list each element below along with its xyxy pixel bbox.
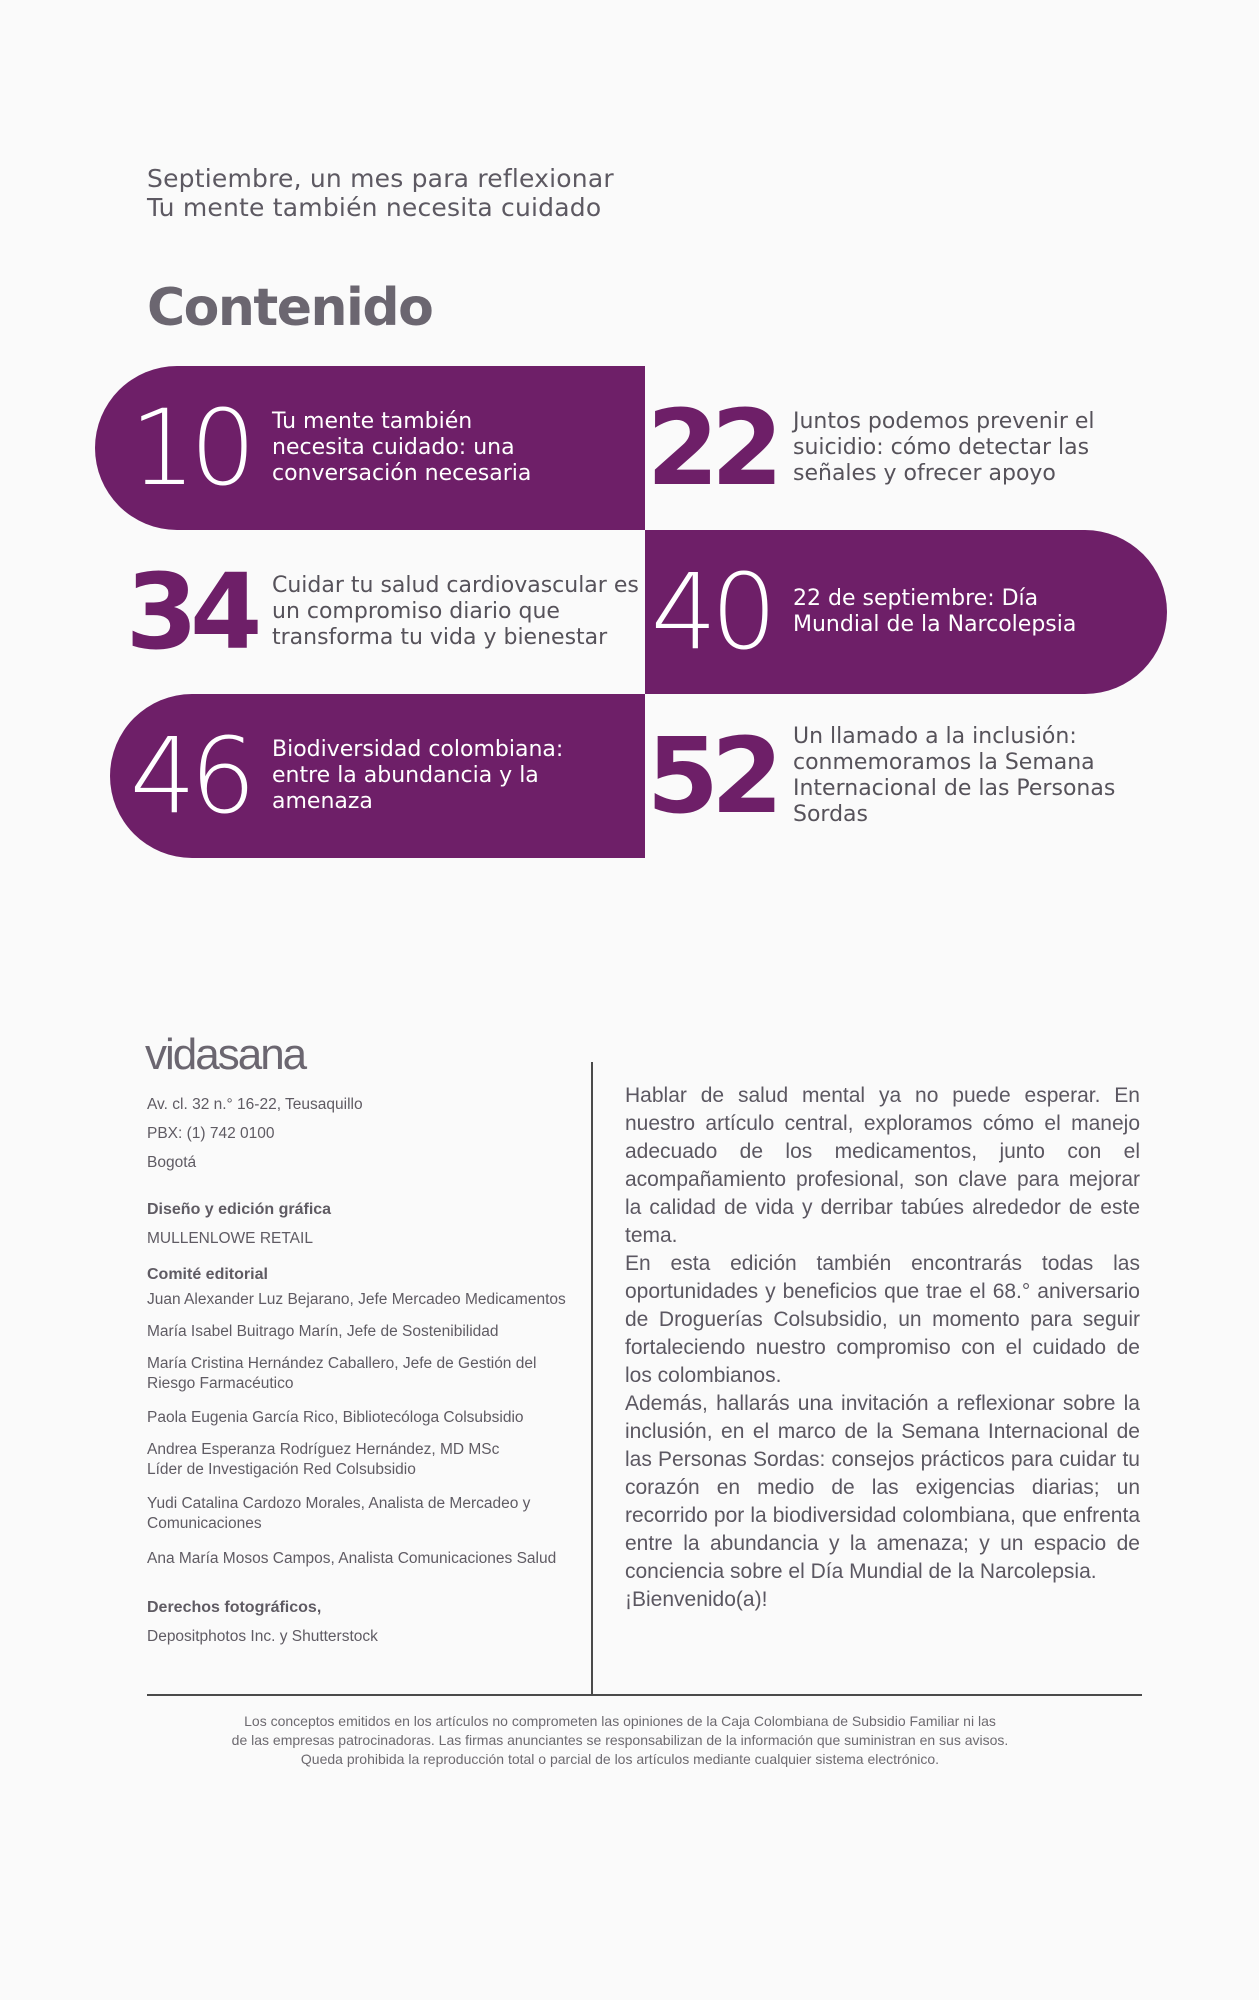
committee-member: María Isabel Buitrago Marín, Jefe de Sostenibilidad <box>147 1323 499 1340</box>
photo-value: Depositphotos Inc. y Shutterstock <box>147 1628 378 1645</box>
contents-item-title: 22 de septiembre: Día Mundial de la Narcolepsia <box>793 586 1077 637</box>
contents-item-title: Biodiversidad colombiana: entre la abundancia y la amenaza <box>272 737 564 814</box>
design-heading: Diseño y edición gráfica <box>147 1201 332 1218</box>
editorial-paragraph: Además, hallarás una invitación a reflexionar sobre la inclusión, en el marco de la Semana Internacional de las Personas Sordas: consejos prácticos para cuidar tu corazón en medio de las exigencias diarias; un recorrido por la biodiversidad colombiana, que enfrenta entre la abundancia y la amenaza; y un espacio de conciencia sobre el Día Mundial de la Narcolepsia. <box>625 1392 1140 1583</box>
masthead-address: Av. cl. 32 n.° 16-22, Teusaquillo <box>147 1096 363 1113</box>
committee-member: Ana María Mosos Campos, Analista Comunicaciones Salud <box>147 1550 557 1567</box>
editorial-paragraph: En esta edición también encontrarás todas las oportunidades y beneficios que trae el 68.° aniversario de Droguerías Colsubsidio, un momento para seguir fortaleciendo nuestro compromiso con el cuidado de los colombianos. <box>625 1252 1140 1387</box>
disclaimer-line: Los conceptos emitidos en los artículos no comprometen las opiniones de la Caja Colombiana de Subsidio Familiar ni las <box>244 1713 996 1729</box>
horizontal-divider <box>147 1694 1142 1696</box>
committee-member: Andrea Esperanza Rodríguez Hernández, MD MSc Líder de Investigación Red Colsubsidio <box>147 1441 500 1478</box>
masthead-phone: PBX: (1) 742 0100 <box>147 1125 275 1142</box>
design-value: MULLENLOWE RETAIL <box>147 1230 313 1247</box>
contents-item-34[interactable] <box>120 530 642 694</box>
page-number: 34 <box>125 551 255 673</box>
contents-item-title: Cuidar tu salud cardiovascular es un compromiso diario que transforma tu vida y bienestar <box>272 573 639 650</box>
header-subtitle-2: Tu mente también necesita cuidado <box>147 193 602 222</box>
contents-item-52[interactable] <box>641 694 1123 858</box>
contents-item-22[interactable] <box>641 366 1123 530</box>
contents-title: Contenido <box>147 278 433 338</box>
committee-member: María Cristina Hernández Caballero, Jefe de Gestión del Riesgo Farmacéutico <box>147 1355 537 1392</box>
page-number: 46 <box>129 715 251 837</box>
committee-member: Juan Alexander Luz Bejarano, Jefe Mercadeo Medicamentos <box>147 1291 566 1308</box>
contents-item-title: Un llamado a la inclusión: conmemoramos la Semana Internacional de las Personas Sordas <box>793 724 1116 827</box>
legal-disclaimer <box>140 1712 1100 1769</box>
photo-heading: Derechos fotográficos, <box>147 1599 322 1616</box>
contents-item-title: Juntos podemos prevenir el suicidio: cómo detectar las señales y ofrecer apoyo <box>793 409 1095 486</box>
page-number: 22 <box>646 387 776 509</box>
vidasana-logo: vidasana <box>145 1030 306 1079</box>
vertical-divider <box>591 1062 593 1694</box>
disclaimer-line: Queda prohibida la reproducción total o parcial de los artículos mediante cualquier sistema electrónico. <box>300 1751 940 1767</box>
header-subtitle-1: Septiembre, un mes para reflexionar <box>147 164 614 193</box>
contents-item-10[interactable] <box>120 366 562 530</box>
page-number: 52 <box>646 715 776 837</box>
contents-item-46[interactable] <box>120 694 602 858</box>
contents-item-40[interactable] <box>641 530 1113 694</box>
committee-member: Yudi Catalina Cardozo Morales, Analista de Mercadeo y Comunicaciones <box>147 1495 531 1532</box>
editorial-greeting: ¡Bienvenido(a)! <box>625 1588 768 1611</box>
disclaimer-line: de las empresas patrocinadoras. Las firmas anunciantes se responsabilizan de la información que suministran en sus avisos. <box>231 1732 1009 1748</box>
page-number: 40 <box>650 551 772 673</box>
editorial-paragraph: Hablar de salud mental ya no puede esperar. En nuestro artículo central, exploramos cómo el manejo adecuado de los medicamentos, junto con el acompañamiento profesional, son clave para mejorar la calidad de vida y derribar tabúes alrededor de este tema. <box>625 1084 1140 1247</box>
committee-heading: Comité editorial <box>147 1266 268 1283</box>
contents-item-title: Tu mente también necesita cuidado: una conversación necesaria <box>272 409 532 486</box>
page-number: 10 <box>129 387 251 509</box>
editorial-text <box>625 1082 1140 1614</box>
masthead-city: Bogotá <box>147 1154 197 1171</box>
committee-member: Paola Eugenia García Rico, Bibliotecóloga Colsubsidio <box>147 1409 524 1426</box>
